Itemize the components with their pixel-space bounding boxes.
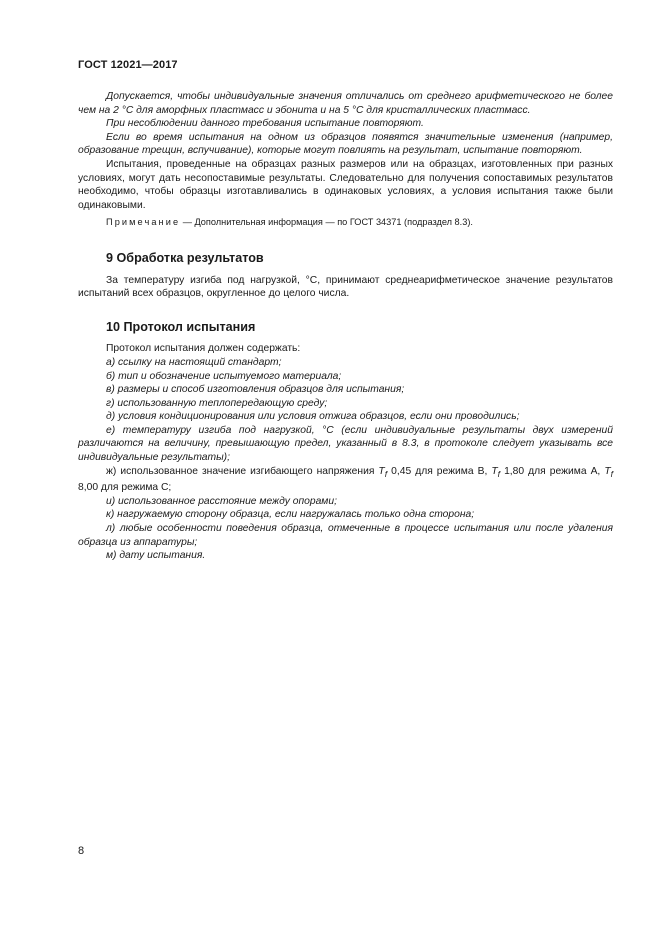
list-item-m: м) дату испытания. [106, 550, 206, 562]
paragraph-repeat-test: При несоблюдении данного требования испытание повторяют. [106, 118, 424, 130]
document-code-header: ГОСТ 12021—2017 [78, 59, 178, 71]
page-number: 8 [78, 845, 85, 857]
list-item-g: г) использованную теплопередающую среду; [106, 397, 328, 409]
page-content [78, 90, 613, 563]
list-item-b: б) тип и обозначение испытуемого материала; [106, 370, 342, 382]
list-item-i: и) использованное расстояние между опорами; [106, 495, 337, 507]
protocol-intro: Протокол испытания должен содержать: [106, 343, 301, 355]
list-item-e: е) температуру изгиба под нагрузкой, °C (если индивидуальные результаты двух измерений различаются на величину, превышающую предел, указанный в 8.3, в протоколе следует указывать все индивидуальные результаты); [78, 424, 613, 464]
paragraph-significant-changes: Если во время испытания на одном из образцов появятся значительные изменения (например, образование трещин, вспучивание), которые могут повлиять на результат, испытание повторяют. [78, 131, 613, 157]
paragraph-deviation-limit: Допускается, чтобы индивидуальные значения отличались от среднего арифметического не более чем на 2 °C для аморфных пластмасс и эбонита и на 5 °C для кристаллических пластмасс. [78, 91, 613, 116]
paragraph-comparability: Испытания, проведенные на образцах разных размеров или на образцах, изготовленных при разных условиях, могут дать несопоставимые результаты. Следовательно для получения сопоставимых результатов необходимо, чтобы образцы изготавливались в одинаковых условиях, а условия испытания также были одинаковыми. [78, 158, 613, 211]
list-item-a: а) ссылку на настоящий стандарт; [106, 356, 282, 368]
list-item-k: к) нагружаемую сторону образца, если нагружалась только одна сторона; [106, 509, 475, 521]
note-label: Примечание [106, 217, 181, 228]
section-9-heading: 9 Обработка результатов [106, 250, 264, 265]
paragraph-results-processing: За температуру изгиба под нагрузкой, °C, принимают среднеарифметическое значение результатов испытаний всех образцов, округленное до целого числа. [78, 274, 613, 300]
list-item-v: в) размеры и способ изготовления образцов для испытания; [106, 384, 405, 396]
list-item-l: л) любые особенности поведения образца, отмеченные в процессе испытания или после удаления образца из аппаратуры; [78, 523, 613, 548]
note [78, 216, 613, 230]
note-text: — Дополнительная информация — по ГОСТ 34371 (подраздел 8.3). [180, 217, 473, 228]
list-item-zh: ж) использованное значение изгибающего напряжения $T_f$ 0,45 для режима В, $T_f$ 1,80 для режима А, $T_f$ 8,00 для режима С; [78, 465, 614, 494]
list-item-d: д) условия кондиционирования или условия отжига образцов, если они проводились; [106, 411, 520, 423]
section-10-heading: 10 Протокол испытания [106, 319, 256, 334]
